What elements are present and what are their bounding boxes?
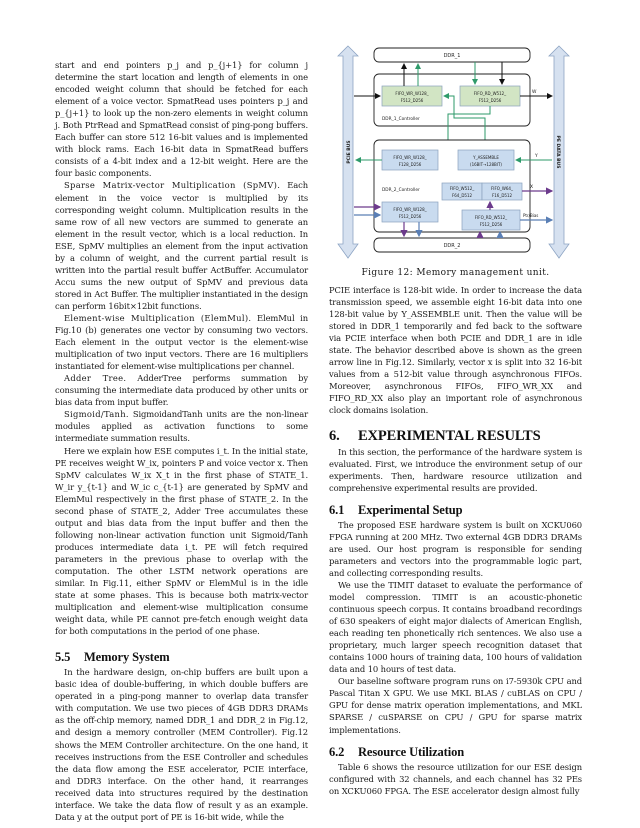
svg-text:FIFO_W64_: FIFO_W64_: [491, 186, 513, 191]
paragraph: In the hardware design, on-chip buffers are built upon a basic idea of double-buffering, in which double buffers are operated in a ping-pong manner to overlap data transfer with computation. We use two pieces of 4GB DDR3 DRAMs as the off-chip memory, named DDR_1 and DDR_2 in Fig.12, and design a memory controller (MEM Controller). Fig.12 shows the MEM Controller architecture. On the one hand, it receives instructions from the ESE Controller and schedules the data flow among the ESE accelerator, PCIE interface, and DDR3 interface. On the other hand, it rearranges received data into structures required by the destination interface. We take the data flow of result y as an example. Data y at the output port of PE is 16-bit wide, while the: [55, 667, 308, 822]
run-in-heading: Element-wise Multiplication (ElemMul).: [64, 312, 252, 323]
svg-text:PCIE BUS: PCIE BUS: [347, 140, 352, 164]
svg-text:DDR_2: DDR_2: [443, 243, 461, 249]
svg-text:FIFO_WR_W128_: FIFO_WR_W128_: [393, 155, 427, 160]
svg-text:F128_D256: F128_D256: [398, 162, 422, 167]
svg-text:FIFO_WR_W128_: FIFO_WR_W128_: [393, 207, 427, 212]
section-heading-5-5: 5.5 Memory System: [55, 650, 170, 665]
svg-text:FIFO_RD_W512_: FIFO_RD_W512_: [474, 215, 508, 220]
svg-text:(16BIT→128BIT): (16BIT→128BIT): [470, 162, 502, 167]
y-assemble-unit: [458, 150, 514, 170]
svg-text:F64_D512: F64_D512: [451, 193, 473, 198]
paragraph: Sigmoid/Tanh. SigmoidandTanh units are the non-linear modules applied as activation functions to some intermediate summation results.: [55, 409, 308, 444]
svg-text:Ptr/Bias: Ptr/Bias: [523, 213, 539, 218]
fifo-wr-w128-f512-d256-bottom: [382, 202, 438, 222]
paragraph: In this section, the performance of the hardware system is evaluated. First, we introduce the environment setup of our experiments. Then, hardware resource utilization and comprehensive experimental results are provided.: [329, 446, 582, 493]
svg-text:PE DATA BUS: PE DATA BUS: [555, 135, 560, 169]
paragraph: Adder Tree. AdderTree performs summation by consuming the intermediate data produced by other units or bias data from input buffer.: [55, 373, 309, 408]
run-in-heading: Adder Tree.: [64, 373, 127, 384]
svg-text:F512_D256: F512_D256: [478, 98, 502, 103]
paragraph: Here we explain how ESE computes i_t. In the initial state, PE receives weight W_ix, pointers P and voice vector x. Then SpMV calculates W_ix X_t in the first phase of STATE_1. W_ir y_{t-1} and W_ic c_{t-1} are generated by SpMV and ElemMul respectively in the first phase of STATE_2. In the second phase of STATE_2, Adder Tree accumulates these output and bias data from the input buffer and then the following non-linear activation function unit Sigmoid/Tanh produces intermediate data i_t. PE will fetch required parameters in the previous phase to overlap with the computation. The other LSTM network operations are similar. In Fig.11, either SpMV or ElemMul is in the idle state at some phases. This is because both matrix-vector multiplication and element-wise multiplication consume weight data, while PE cannot pre-fetch enough weight data for both computations in the period of one phase.: [55, 445, 308, 637]
svg-text:FIFO_WR_W128_: FIFO_WR_W128_: [395, 91, 429, 96]
paragraph: Element-wise Multiplication (ElemMul). ElemMul in Fig.10 (b) generates one vector by consuming two vectors. Each element in the output vector is the element-wise multiplication of two input vectors. There are 16 multipliers instantiated for element-wise multiplications per channel.: [55, 312, 308, 372]
svg-text:F512_D256: F512_D256: [479, 222, 503, 227]
paragraph: We use the TIMIT dataset to evaluate the performance of model compression. TIMIT is an acoustic-phonetic continuous speech corpus. It contains broadband recordings of 630 speakers of eight major dialects of American English, each reading ten phonetically rich sentences. We also use a proprietary, much larger speech recognition dataset that contains 1000 hours of training data, 100 hours of validation data and 10 hours of test data.: [329, 579, 582, 675]
svg-text:FIFO_W512_: FIFO_W512_: [449, 186, 475, 191]
section-heading-6-1: 6.1 Experimental Setup: [329, 502, 463, 517]
section-heading-6: 6. EXPERIMENTAL RESULTS: [329, 427, 541, 444]
svg-text:DDR_2_Controller: DDR_2_Controller: [382, 188, 420, 193]
fifo-rd-w512-f512-d256-bottom: [462, 210, 520, 230]
pe-data-bus: [549, 46, 569, 258]
pcie-bus: [338, 46, 358, 258]
svg-text:F512_D256: F512_D256: [400, 98, 424, 103]
right-column: [329, 284, 582, 797]
svg-text:DDR_1: DDR_1: [443, 53, 461, 59]
fifo-wr-w128-f512-d256-top: [382, 86, 442, 106]
figure-12-memory-diagram: [330, 40, 610, 265]
paragraph: Our baseline software program runs on i7-5930k CPU and Pascal Titan X GPU. We use MKL BLAS / cuBLAS on CPU / GPU for dense matrix operation implementations, and MKL SPARSE / cuSPARSE on CPU / GPU for sparse matrix implementations.: [329, 676, 582, 735]
section-heading-6-2: 6.2 Resource Utilization: [329, 744, 465, 759]
svg-text:Y_ASSEMBLE: Y_ASSEMBLE: [473, 155, 499, 160]
paragraph: PCIE interface is 128-bit wide. In order to increase the data transmission speed, we assemble eight 16-bit data into one 128-bit value by Y_ASSEMBLE unit. Then the value will be stored in DDR_1 temporarily and fed back to the software via PCIE interface when both PCIE and DDR_1 are in idle state. The behavior described above is shown as the green arrow line in Fig.12. Similarly, vector x is split into 32 16-bit values from a 512-bit value through asynchronous FIFOs. Moreover, asynchronous FIFOs, FIFO_WR_XX and FIFO_RD_XX also play an important role of asynchronous clock domains isolation.: [329, 285, 582, 416]
svg-text:FIFO_RD_W512_: FIFO_RD_W512_: [473, 91, 507, 96]
paragraph: The proposed ESE hardware system is built on XCKU060 FPGA running at 200 MHz. Two external 4GB DDR3 DRAMs are used. Our host program is responsible for sending parameters and vectors into the programmable logic part, and collecting corresponding results.: [329, 519, 582, 578]
fifo-wr-w128-f128-d256: [382, 150, 438, 170]
paragraph: start and end pointers p_j and p_{j+1} for column j determine the start location and length of elements in one encoded weight column that should be fetched for each element of a voice vector. SpmatRead uses pointers p_j and p_{j+1} to look up the non-zero elements in weight column j. Both PtrRead and SpmatRead consist of ping-pong buffers. Each buffer can store 512 16-bit values and is implemented with block rams. Each 16-bit data in SpmatRead buffers consists of a 4-bit index and a 12-bit weight. Here are the four basic components.: [55, 60, 308, 179]
fifo-rd-w512-f512-d256-top: [460, 86, 520, 106]
svg-text:X: X: [530, 185, 534, 190]
svg-text:DDR_1_Controller: DDR_1_Controller: [382, 117, 420, 122]
svg-text:F16_D512: F16_D512: [491, 193, 513, 198]
run-in-heading: Sparse Matrix-vector Multiplication (SpMV).: [64, 180, 281, 191]
svg-text:W: W: [532, 90, 537, 95]
svg-text:Y: Y: [535, 154, 538, 159]
paragraph: Table 6 shows the resource utilization for our ESE design configured with 32 channels, and each channel has 32 PEs on XCKU060 FPGA. The ESE accelerator design almost fully: [329, 761, 582, 796]
left-column: [55, 59, 308, 823]
figure-caption: Figure 12: Memory management unit.: [361, 268, 550, 278]
paragraph: Sparse Matrix-vector Multiplication (SpMV). Each element in the voice vector is multiplied by its corresponding weight column. Multiplication results in the same row of all new vectors are summed to generate an element in the result vector, which is a local reduction. In ESE, SpMV multiplies an element from the input activation by a column of weight, and the current partial result is written into the partial result buffer ActBuffer. Accumulator Accu sums the new output of SpMV and previous data stored in Act Buffer. The multiplier instantiated in the design can perform 16bit×12bit functions.: [55, 180, 308, 311]
run-in-heading: Sigmoid/Tanh.: [64, 409, 129, 420]
svg-text:F512_D256: F512_D256: [398, 214, 422, 219]
